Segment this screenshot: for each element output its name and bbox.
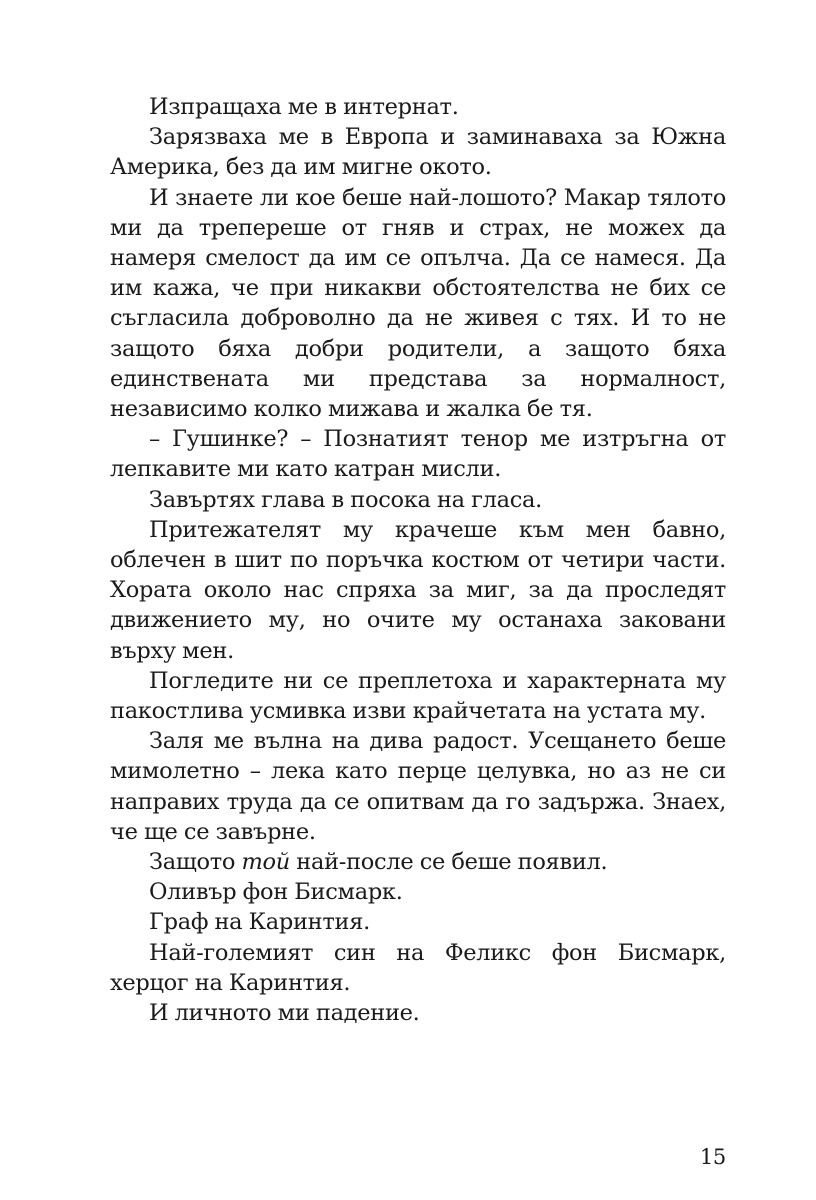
paragraph: Завъртях глава в посока на гласа. [149,486,542,513]
page-number: 15 [699,1145,726,1169]
paragraph: Зарязваха ме в Европа и заминаваха за Южна Америка, без да им мигне окото. [110,124,726,181]
paragraph: Заля ме вълна на дива радост. Усещането беше мимолетно – лека като перце целувка, но аз не си направих труда да се опитвам да го задържа. Знаех, че ще се завърне. [110,728,726,845]
paragraph: – Гушинке? – Познатият тенор ме изтръгна от лепкавите ми като катран мисли. [110,426,726,483]
emphasis-paragraph [110,847,726,877]
paragraph: Погледите ни се преплетоха и характерната му пакостлива усмивка изви крайчетата на устата му. [110,667,726,725]
paragraph: Най-големият син на Феликс фон Бисмарк, херцог на Каринтия. [110,939,726,996]
paragraph: Граф на Каринтия. [149,909,370,936]
emphasis-after: най-после се беше появил. [289,849,608,876]
paragraph: Притежателят му крачеше към мен бавно, облечен в шит по поръчка костюм от четири части. Хората около нас спряха за миг, за да проследят движението му, но очите му останаха заковани върху мен. [110,516,726,664]
emphasis-italic-word: той [241,849,290,876]
paragraph: Оливър фон Бисмарк. [149,879,403,906]
paragraph: Изпращаха ме в интернат. [149,94,459,120]
emphasis-before: Защото [149,849,242,876]
paragraph: И личното ми падение. [149,1000,420,1027]
page-body [110,92,726,1028]
paragraph: И знаете ли кое беше най-лошото? Макар тялото ми да трепереше от гняв и страх, не можех да намеря смелост да им се опълча. Да се намеся. Да им кажа, че при никакви обстоятелства не бих се съгласила доброволно да не живея с тях. И то не защото бяха добри родители, а защото бяха единствената ми представа за нормалност, независимо колко мижава и жалка бе тя. [110,184,726,423]
